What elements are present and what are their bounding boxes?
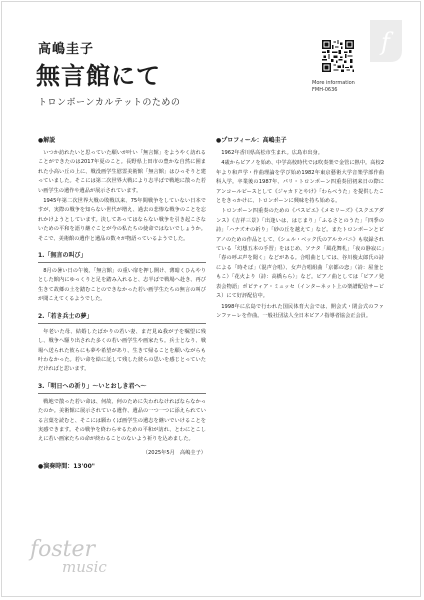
composer-name: 高嶋圭子: [38, 42, 95, 57]
performance-duration: ●演奏時間：13'00": [38, 463, 95, 471]
more-information-label: More information: [312, 80, 355, 86]
foster-music-logo-icon: [28, 532, 118, 578]
movement-2-title: 2.「若き兵士の夢」: [38, 312, 93, 320]
commentary-intro-paragraph: いつか訪れたいと思っていた願いが叶い「無言館」をようやく訪れることができたのは2017年夏のこと。長野県上田市の豊かな自然に囲まれた小高い丘の上に、戦没画学生慰霊美術館「無言館」はひっそりと建っていました。そこには第二次世界大戦により志半ばで戦地に散った若い画学生の遺作や遺品が展示されています。: [38, 150, 206, 194]
catalog-code: FMH-0636: [312, 87, 338, 93]
movement-2-text: 年老いた母、結婚したばかりの若い妻、まだ見ぬ我が子を嘱望に残し、戦争へ駆り出された多くの若い画学生や画家たち。兵士となり、戦場へ送られた彼らにも夢や希望があり、生きて帰ることを願いながらも叶わなかった。若い命を絵に託して残した彼らの思いを感じとっていただければと思います。: [38, 328, 206, 373]
logo-word-bottom: music: [62, 558, 107, 576]
commentary-column: [38, 136, 206, 472]
qr-code-icon[interactable]: [322, 40, 354, 72]
profile-paragraph: 1998年に広島で行われた国民体育大会では、開会式・閉会式のファンファーレを作曲。一般社団法人全日本ピアノ指導者協会正会員。: [216, 303, 384, 319]
profile-column: [216, 136, 384, 322]
movement-divider: [38, 393, 206, 394]
profile-paragraph: トロンボーン四重奏のための《パスピエ》《メモリーズ》《スクエアダンス》《吉祥三景》「出逢いは、はじまり」「ふるさとのうた」「四季の詩」「ハナズオの祈り」「砂の丘を越えて」など。またトロンボーンとピアノのための作品として、《シェル・ベック氏のアルカバニ》も収録されている「幻想五本の手習」をはじめ、ソナタ「風花舞札」「夜の静寂に」「春の呼ぶ声を聞く」などがある。合唱曲としては、谷川俊太郎氏の詩による「時そば」（混声合唱）、女声合唱組曲「京都の恋」（詩：屋釜ともこ）「花火より（詩：高橋らら）」など。ピアノ曲としては「ピアノ発表会物語」ポピティア・ミュッセ（インターネット上の楽譜配信サービス）にて好評配信中。: [216, 208, 384, 300]
logo-word-top: foster: [30, 537, 96, 562]
publisher-logo-icon: [368, 20, 402, 62]
movement-3-text: 戦地で散った若い命は、何故、何のために失われなければならなかったのか。美術館に展示されている遺作、遺品の一つ一つに添えられている言葉を読むと、そこには願わくば画学生の遺志を継いでいけることを実感できます。その戦争を終わらせるための平和が訪れ、とわにとこしえに若い画家たちの命が終わることのないよう祈りを込めました。: [38, 398, 206, 443]
profile-paragraph: 1962年香川県高松市生まれ。広島市出身。: [221, 150, 323, 156]
movement-3-title: 3.「明日への祈り」〜いとおしき君へ〜: [38, 382, 147, 390]
commentary-signature: （2025年5月 高嶋圭子）: [142, 449, 206, 456]
commentary-intro-paragraph: 1945年第二次世界大戦の敗戦以来、75年間戦争をしていない日本ですが、実際の戦争を知らない世代が増え、過去の悲惨な戦争のことを忘れかけようとしています。決してあってはならない戦争を引き起こさないための平和を語り継ぐことが今の私たちの使命ではないでしょうか。そこで、美術館の遺作と遺品の数々が物語っているようでした。: [38, 198, 206, 242]
movement-1-title: 1.「無言の叫び」: [38, 252, 87, 260]
profile-paragraph: 4歳からピアノを始め、中学高校時代では吹奏楽で金管に熱中。高校2年より和声学・作曲理論を学び始め1982年東京藝術大学音楽学部作曲科入学。卒業後の1987年、パリ・トロンボーン四重奏団初来日の際にアンコールピースとして《ジャカドとやけ》「わらべうた」を提供したことをきっかけに、トロンボーンに興味を持ち始める。: [216, 160, 384, 205]
piece-title: 無言館にて: [36, 62, 161, 90]
piece-subtitle: トロンボーンカルテットのための: [38, 98, 181, 108]
publisher-logo-letter: f: [381, 28, 390, 56]
commentary-heading: ●解説: [38, 137, 56, 144]
profile-heading: ●プロフィール：高嶋圭子: [216, 137, 287, 144]
more-information-note: [312, 80, 372, 94]
movement-divider: [38, 262, 206, 263]
movement-divider: [38, 323, 206, 324]
movement-1-text: 8月の暑い日の午後、「無言館」の重い扉を押し開け、薄暗くひんやりとした館内にゆっくりと足を踏み入れると、志半ばで戦場へ赴き、再び生きて故郷の土を踏むことのできなかった若い画学生たちの無言の叫びが聞こえてくるようでした。: [38, 268, 206, 303]
